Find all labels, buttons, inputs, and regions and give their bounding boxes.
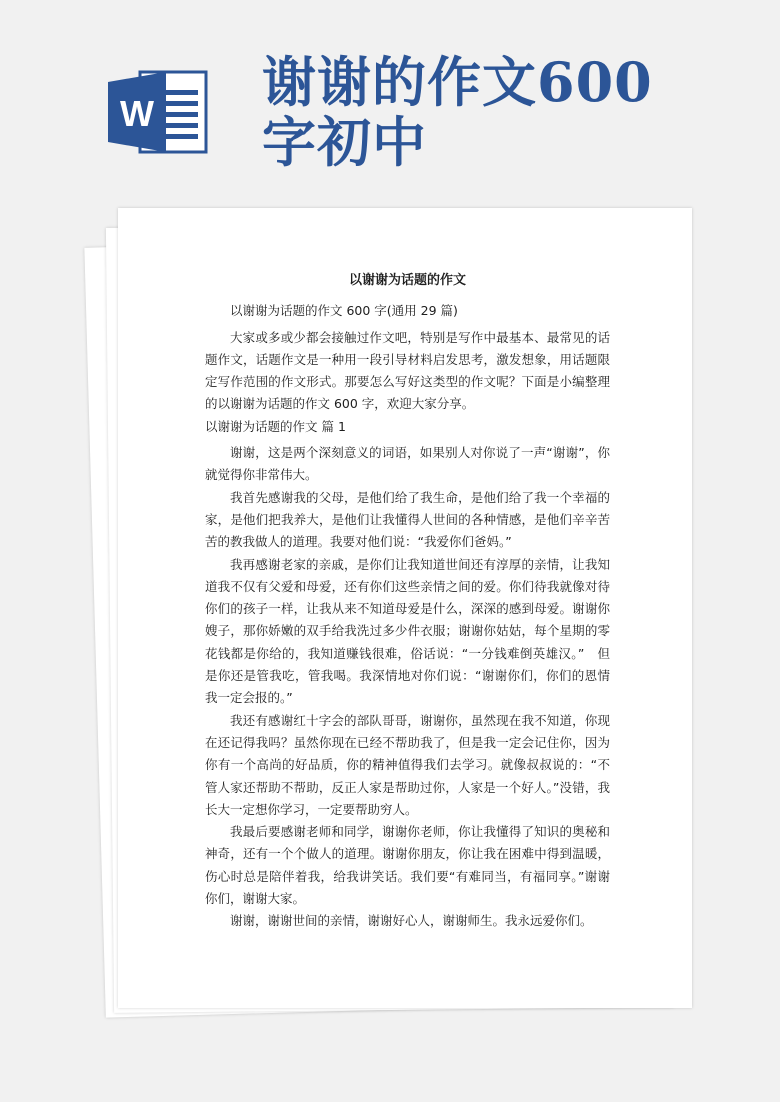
document-body	[205, 270, 610, 933]
body-paragraph: 我再感谢老家的亲戚，是你们让我知道世间还有淳厚的亲情，让我知道我不仅有父爱和母爱，还有你们这些亲情之间的爱。你们待我就像对待你们的孩子一样，让我从来不知道母爱是什么，深深的感到母爱。谢谢你嫂子，那你娇嫩的双手给我洗过多少件衣服；谢谢你姑姑，每个星期的零花钱都是你给的，我知道赚钱很难，俗话说：“一分钱难倒英雄汉。” 但是你还是管我吃，管我喝。我深情地对你们说：“谢谢你们，你们的恩情我一定会报的。”	[205, 556, 610, 706]
body-paragraph: 我还有感谢红十字会的部队哥哥，谢谢你，虽然现在我不知道，你现在还记得我吗？虽然你现在已经不帮助我了，但是我一定会记住你，因为你有一个高尚的好品质，你的精神值得我们去学习。就像叔叔说的：“不管人家还帮助不帮助，反正人家是帮助过你，人家是一个好人。”没错，我长大一定想你学习，一定要帮助穷人。	[205, 712, 610, 817]
body-paragraph: 我最后要感谢老师和同学，谢谢你老师，你让我懂得了知识的奥秘和神奇，还有一个个做人的道理。谢谢你朋友，你让我在困难中得到温暖，伤心时总是陪伴着我，给我讲笑话。我们要“有难同当，有福同享。”谢谢你们，谢谢大家。	[205, 824, 610, 907]
intro-paragraph: 大家或多或少都会接触过作文吧，特别是写作中最基本、最常见的话题作文，话题作文是一种用一段引导材料启发思考，激发想象，用话题限定写作范围的作文形式。那要怎么写好这类型的作文呢？下面是小编整理的以谢谢为话题的作文 600 字，欢迎大家分享。	[205, 329, 610, 412]
svg-text:W: W	[120, 93, 154, 134]
page-title: 谢谢的作文600字初中	[262, 50, 653, 174]
body-paragraph: 我首先感谢我的父母，是他们给了我生命，是他们给了我一个幸福的家，是他们把我养大，是他们让我懂得人世间的各种情感，是他们辛辛苦苦的教我做人的道理。我要对他们说：“我爱你们爸妈。”	[205, 489, 610, 550]
document-title: 以谢谢为话题的作文	[348, 273, 466, 288]
body-paragraph: 谢谢，谢谢世间的亲情，谢谢好心人，谢谢师生。我永远爱你们。	[230, 913, 593, 929]
document-meta: 以谢谢为话题的作文 600 字(通用 29 篇)	[230, 303, 458, 319]
header	[0, 0, 780, 200]
section-heading: 以谢谢为话题的作文 篇 1	[205, 418, 346, 434]
body-paragraph: 谢谢，这是两个深刻意义的词语，如果别人对你说了一声“谢谢”，你就觉得你非常伟大。	[205, 445, 610, 483]
word-document-icon	[108, 68, 208, 156]
